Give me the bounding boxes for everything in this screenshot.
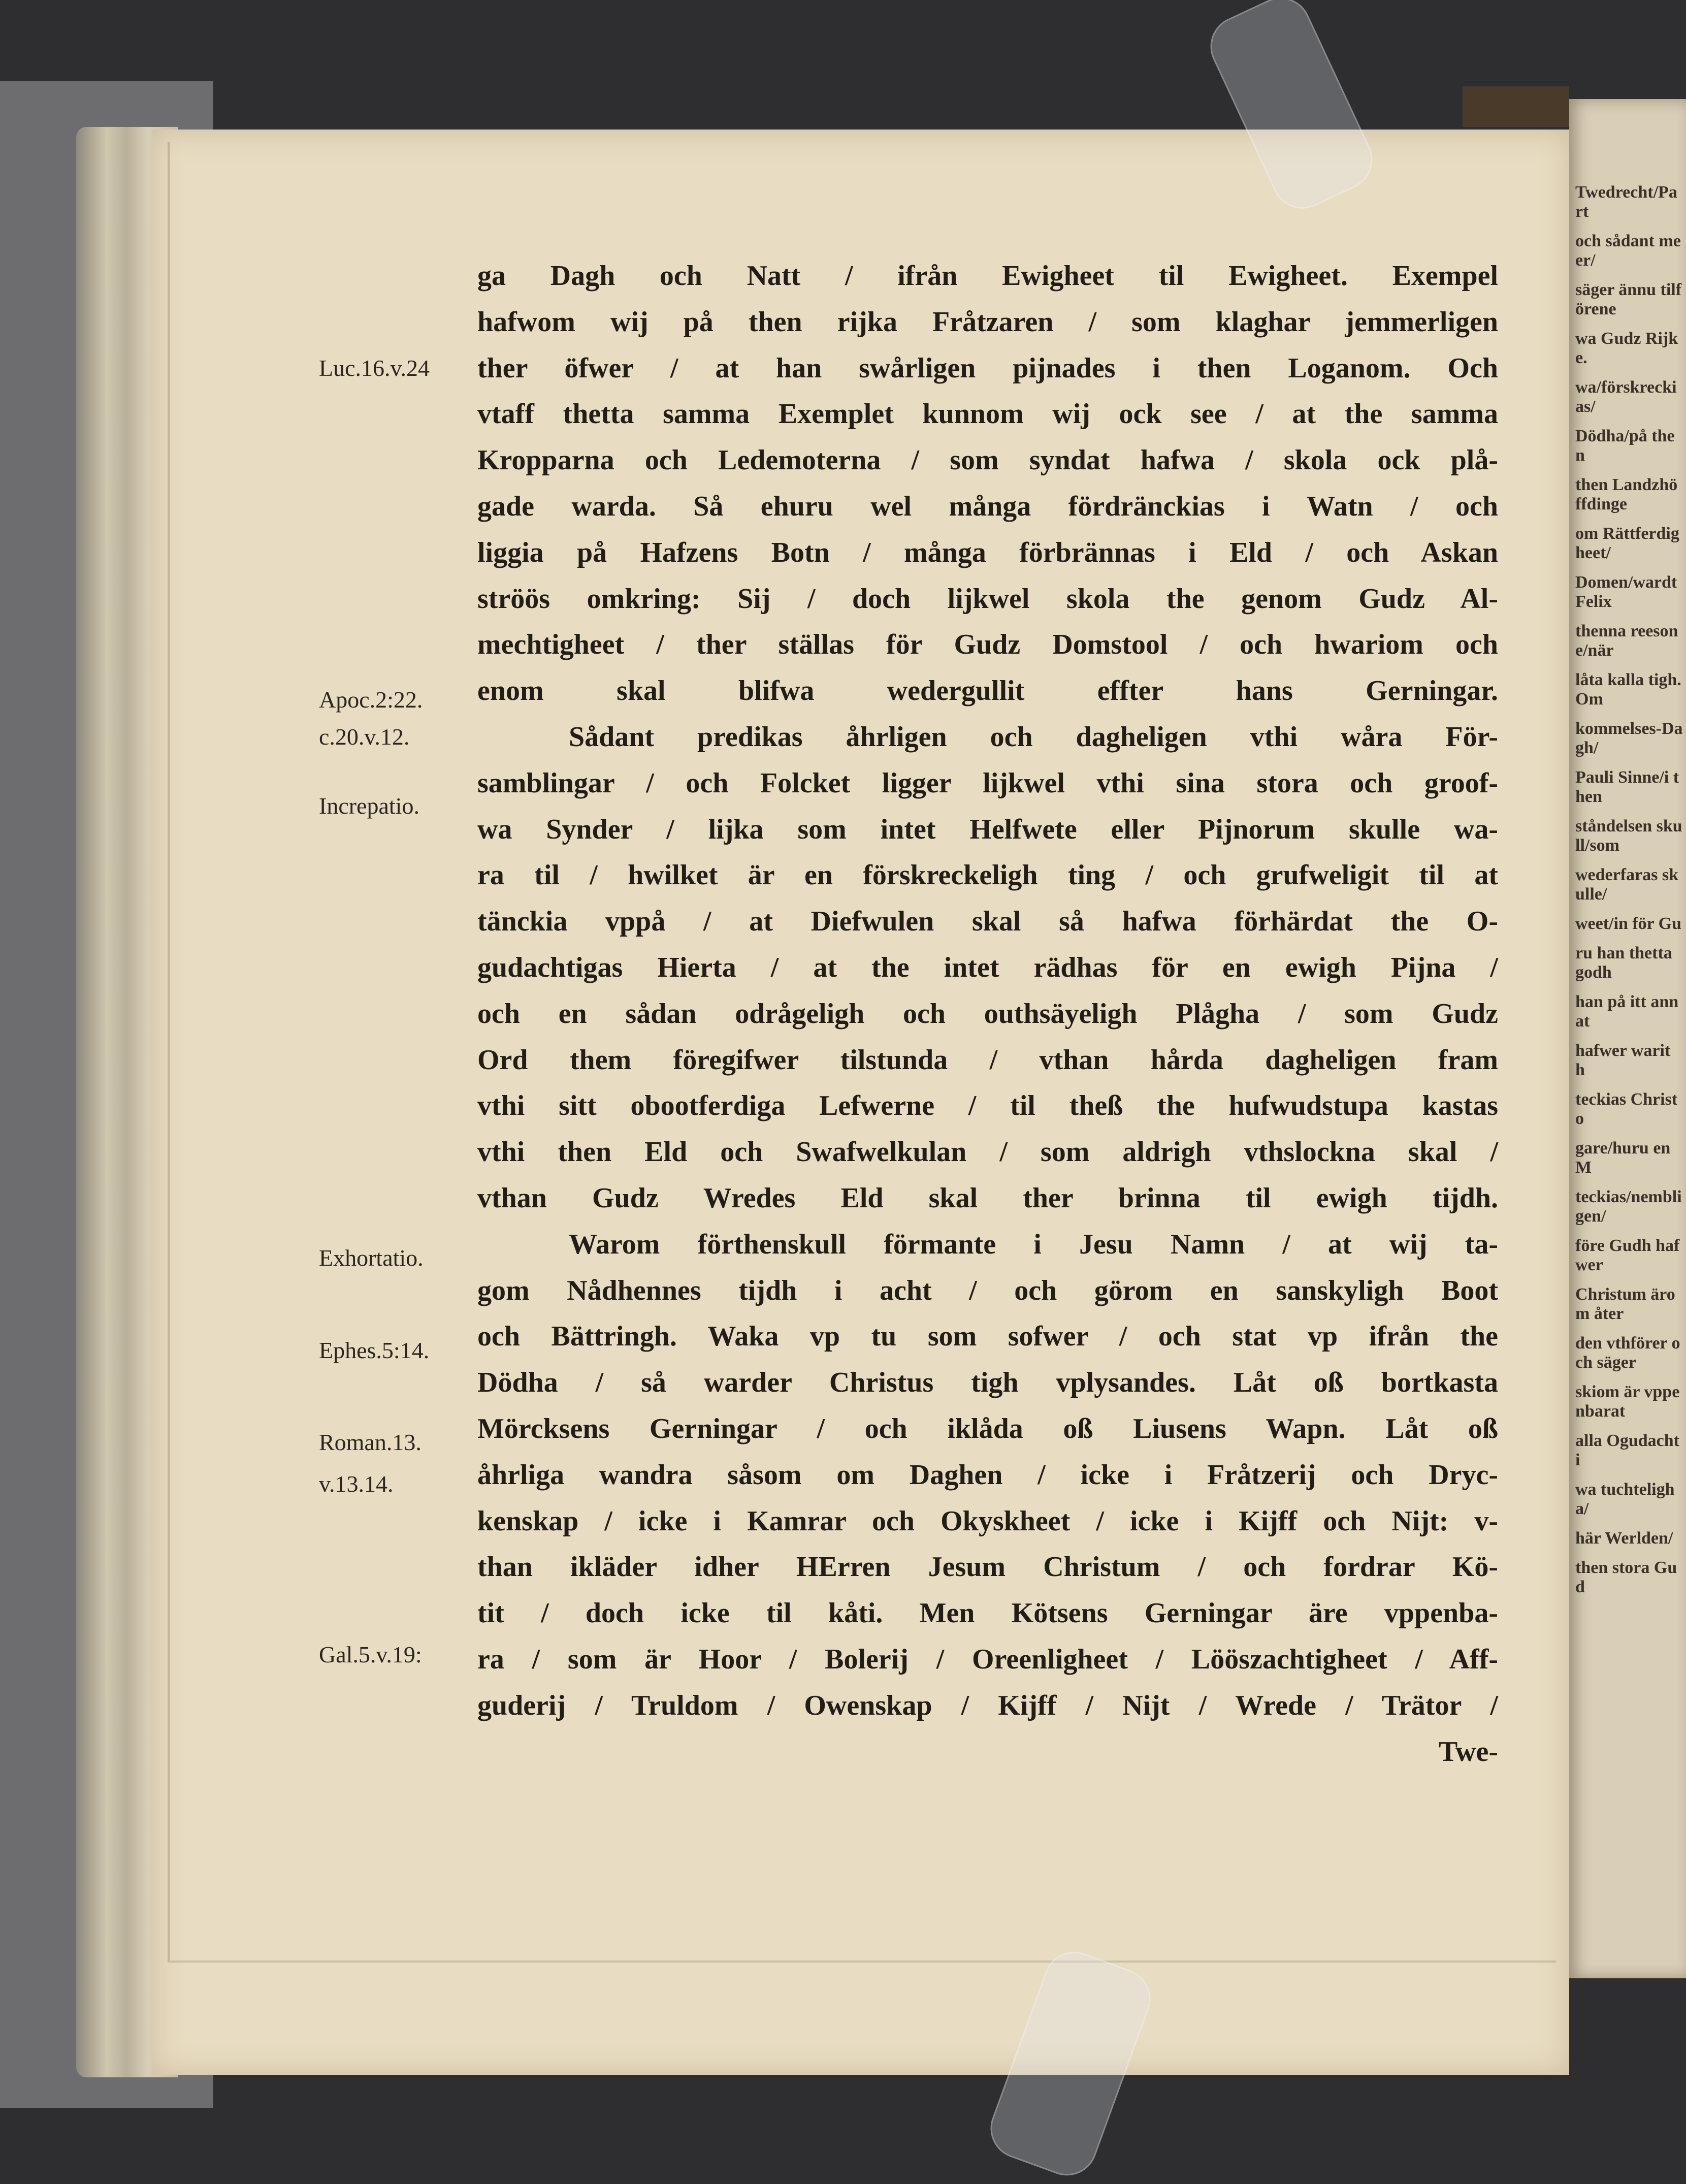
text-line: Dödha / så warder Christus tigh vplysandes. Låt oß bortkasta bbox=[477, 1367, 1498, 1399]
facing-page-line: weet/in för Gu bbox=[1575, 914, 1682, 933]
facing-page-line: teckias Christo bbox=[1575, 1090, 1678, 1128]
text-line: ra til / hwilket är en förskreckeligh ting / och grufweligit til at bbox=[477, 859, 1498, 891]
text-line: ra / som är Hoor / Bolerij / Oreenligheet / Lööszachtigheet / Aff- bbox=[477, 1644, 1498, 1675]
text-line: tit / doch icke til kåti. Men Kötsens Gerningar äre vppenba- bbox=[477, 1597, 1498, 1629]
text-line: gade warda. Så ehuru wel många fördränckias i Watn / och bbox=[477, 491, 1498, 522]
margin-note: Increpatio. bbox=[319, 793, 419, 819]
facing-page-line: Christum ärom åter bbox=[1575, 1285, 1675, 1323]
facing-page-line: Domen/wardt Felix bbox=[1575, 573, 1677, 611]
facing-page-line: gare/huru en M bbox=[1575, 1139, 1671, 1177]
facing-page-line: then stora Gud bbox=[1575, 1558, 1677, 1596]
text-line: ther öfwer / at han swårligen pijnades i then Loganom. Och bbox=[477, 352, 1498, 384]
margin-note: v.13.14. bbox=[319, 1470, 394, 1497]
text-line: guderij / Truldom / Owenskap / Kijff / Nijt / Wrede / Trätor / bbox=[477, 1689, 1498, 1721]
text-line: Warom förthenskull förmante i Jesu Namn / at wij ta- bbox=[569, 1228, 1498, 1260]
facing-page-line: den vthförer och säger bbox=[1575, 1334, 1680, 1372]
text-line: åhrliga wandra såsom om Daghen / icke i Fråtzerij och Dryc- bbox=[477, 1459, 1498, 1491]
text-line: och en sådan odrågeligh och outhsäyeligh Plågha / som Gudz bbox=[477, 998, 1498, 1030]
facing-page-line: wa/förskreckias/ bbox=[1575, 378, 1677, 416]
facing-page-line: wa tuchteligha/ bbox=[1575, 1480, 1675, 1518]
text-line: ströös omkring: Sij / doch lijkwel skola the genom Gudz Al- bbox=[477, 583, 1498, 615]
text-line: than ikläder idher HErren Jesum Christum / och fordrar Kö- bbox=[477, 1551, 1498, 1583]
facing-page-line: teckias/nembligen/ bbox=[1575, 1187, 1682, 1226]
facing-page-line: före Gudh hafwer bbox=[1575, 1236, 1680, 1274]
text-line: ga Dagh och Natt / ifrån Ewigheet til Ewigheet. Exempel bbox=[477, 260, 1498, 292]
facing-page-text bbox=[1575, 183, 1683, 1597]
facing-page-line: säger ännu tilförene bbox=[1575, 280, 1682, 318]
text-line: vthi then Eld och Swafwelkulan / som aldrigh vthslockna skal / bbox=[477, 1136, 1498, 1168]
facing-page-line: Twedrecht/Part bbox=[1575, 183, 1677, 221]
facing-page-line: alla Ogudachti bbox=[1575, 1431, 1679, 1469]
text-line: samblingar / och Folcket ligger lijkwel vthi sina stora och groof- bbox=[477, 767, 1498, 799]
binding-spine bbox=[1463, 86, 1569, 127]
facing-page-line: ståndelsen skull/som bbox=[1575, 817, 1682, 855]
text-line: vtaff thetta samma Exemplet kunnom wij ock see / at the samma bbox=[477, 398, 1498, 430]
text-line: vthi sitt obootferdiga Lefwerne / til theß the hufwudstupa kastas bbox=[477, 1090, 1498, 1122]
facing-page-line: om Rättferdigheet/ bbox=[1575, 524, 1679, 562]
text-line: Kropparna och Ledemoterna / som syndat hafwa / skola ock plå- bbox=[477, 444, 1498, 476]
margin-note: Luc.16.v.24 bbox=[319, 355, 430, 381]
text-line: tänckia vppå / at Diefwulen skal så hafwa förhärdat the O- bbox=[477, 906, 1498, 938]
facing-page-line: wederfaras skulle/ bbox=[1575, 865, 1679, 904]
text-line: och Bättringh. Waka vp tu som sofwer / och stat vp ifrån the bbox=[477, 1321, 1498, 1353]
facing-page-line: thenna reesone/när bbox=[1575, 622, 1678, 660]
text-line: gom Nådhennes tijdh i acht / och görom en sanskyligh Boot bbox=[477, 1274, 1498, 1306]
facing-page-line: wa Gudz Rijke. bbox=[1575, 329, 1678, 367]
text-line: kenskap / icke i Kamrar och Okyskheet / icke i Kijff och Nijt: v- bbox=[477, 1505, 1498, 1537]
facing-page-line: han på itt annat bbox=[1575, 992, 1679, 1031]
margin-note: Exhortatio. bbox=[319, 1245, 424, 1271]
facing-page-line: skiom är vppenbarat bbox=[1575, 1383, 1680, 1421]
margin-note: Ephes.5:14. bbox=[319, 1337, 430, 1363]
text-line: Mörcksens Gerningar / och iklåda oß Liusens Wapn. Låt oß bbox=[477, 1413, 1498, 1444]
text-line: wa Synder / lijka som intet Helfwete eller Pijnorum skulle wa- bbox=[477, 813, 1498, 845]
text-line: Sådant predikas åhrligen och dagheligen vthi wåra För- bbox=[569, 721, 1498, 753]
text-line: enom skal blifwa wedergullit effter hans Gerningar. bbox=[477, 675, 1498, 707]
text-line: vthan Gudz Wredes Eld skal ther brinna til ewigh tijdh. bbox=[477, 1182, 1498, 1214]
facing-page-line: låta kalla tigh. Om bbox=[1575, 670, 1681, 709]
facing-page-line: här Werlden/ bbox=[1575, 1529, 1673, 1548]
facing-page-line: ru han thetta godh bbox=[1575, 944, 1672, 982]
text-line: mechtigheet / ther ställas för Gudz Domstool / och hwariom och bbox=[477, 629, 1498, 661]
text-line: gudachtigas Hierta / at the intet rädhas för en ewigh Pijna / bbox=[477, 952, 1498, 983]
facing-page-line: och sådant meer/ bbox=[1575, 232, 1681, 270]
text-line: Twe- bbox=[1438, 1736, 1498, 1768]
text-line: hafwom wij på then rijka Fråtzaren / som klaghar jemmerligen bbox=[477, 306, 1498, 338]
margin-note: Roman.13. bbox=[319, 1429, 421, 1456]
margin-note: c.20.v.12. bbox=[319, 724, 410, 750]
facing-page-line: Dödha/på then bbox=[1575, 427, 1675, 465]
text-line: Ord them föregifwer tilstunda / vthan hårda dagheligen fram bbox=[477, 1044, 1498, 1076]
margin-note: Apoc.2:22. bbox=[319, 687, 423, 713]
text-line: liggia på Hafzens Botn / många förbrännas i Eld / och Askan bbox=[477, 536, 1498, 568]
facing-page-line: kommelses-Dagh/ bbox=[1575, 719, 1683, 757]
facing-page-line: Pauli Sinne/i then bbox=[1575, 768, 1679, 806]
facing-page-line: then Landzhöffdinge bbox=[1575, 475, 1678, 513]
margin-note: Gal.5.v.19: bbox=[319, 1641, 422, 1667]
facing-page-line: hafwer warit h bbox=[1575, 1041, 1671, 1079]
